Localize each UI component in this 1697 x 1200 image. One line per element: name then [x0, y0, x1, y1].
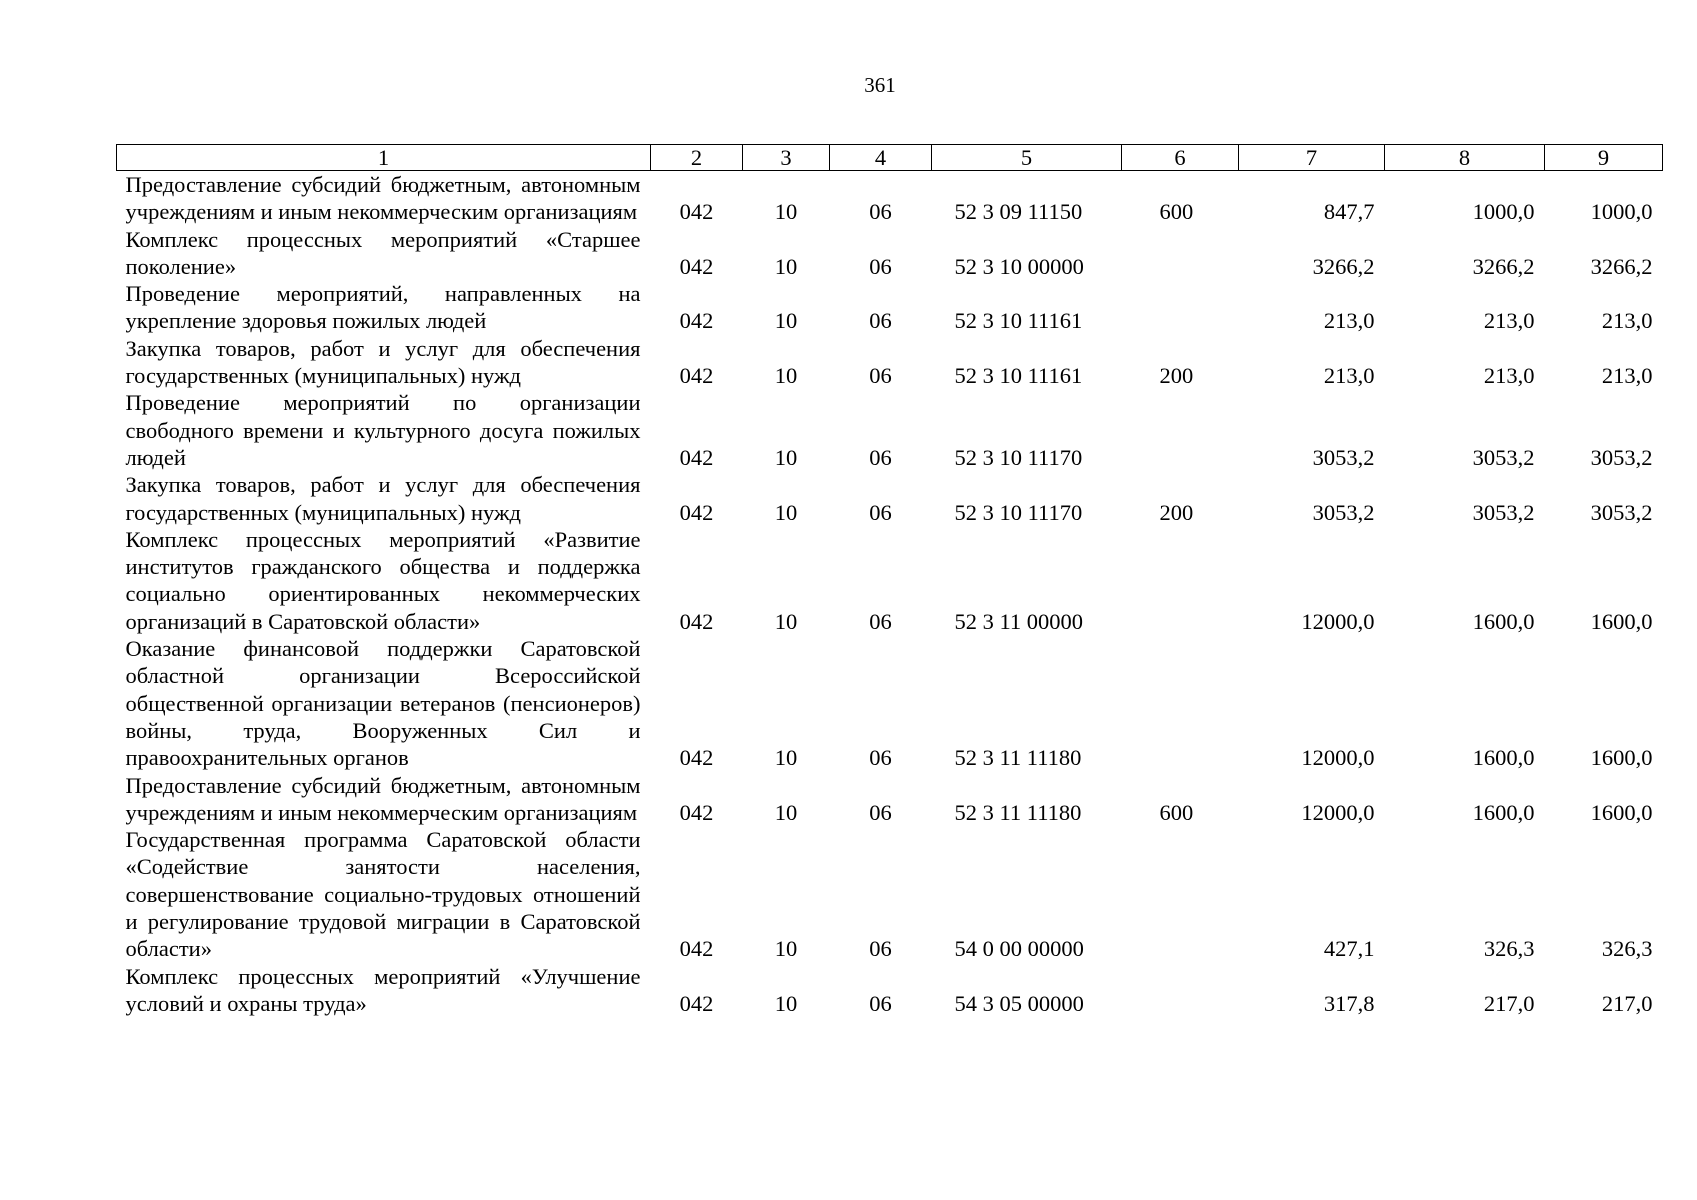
amount-col-8: 1600,0 — [1472, 608, 1535, 634]
ministry-code: 042 — [679, 936, 714, 962]
target-article-code: 52 3 10 11170 — [954, 499, 1083, 525]
table-row — [117, 772, 1663, 827]
table-row — [117, 335, 1663, 390]
expense-type-code — [1122, 826, 1239, 962]
amount-col-7: 847,7 — [1323, 199, 1375, 225]
ministry-code: 042 — [679, 363, 714, 389]
table-row — [117, 526, 1663, 635]
amount-col-7: 12000,0 — [1301, 608, 1375, 634]
amount-col-8: 326,3 — [1483, 936, 1535, 962]
row-description: Комплекс процессных мероприятий «Старшее поколение» — [125, 226, 641, 279]
column-header-1: 1 — [117, 145, 651, 171]
row-description: Комплекс процессных мероприятий «Развитие институтов гражданского общества и поддержка социально ориентированных некоммерческих организаций в Саратовской области» — [125, 526, 641, 634]
ministry-code: 042 — [679, 745, 714, 771]
table-row — [117, 635, 1663, 771]
amount-col-9: 213,0 — [1601, 363, 1653, 389]
column-header-2: 2 — [651, 145, 743, 171]
subsection-code: 06 — [869, 745, 892, 771]
amount-col-9: 1600,0 — [1590, 745, 1653, 771]
row-description: Государственная программа Саратовской области «Содействие занятости населения, совершенствование социально-трудовых отношений и регулирование трудовой миграции в Саратовской области» — [125, 827, 641, 962]
target-article-code: 52 3 10 11161 — [954, 363, 1083, 389]
column-header-5: 5 — [932, 145, 1122, 171]
amount-col-8: 213,0 — [1483, 308, 1535, 334]
column-header-7: 7 — [1239, 145, 1385, 171]
amount-col-7: 3266,2 — [1312, 253, 1375, 279]
ministry-code: 042 — [679, 990, 714, 1016]
amount-col-9: 1000,0 — [1590, 199, 1653, 225]
target-article-code: 52 3 11 00000 — [954, 608, 1084, 634]
row-description: Предоставление субсидий бюджетным, автономным учреждениям и иным некоммерческим организациям — [125, 172, 641, 225]
section-code: 10 — [774, 363, 798, 389]
subsection-code: 06 — [869, 936, 892, 962]
ministry-code: 042 — [679, 308, 714, 334]
amount-col-8: 1600,0 — [1472, 799, 1535, 825]
section-code: 10 — [774, 990, 798, 1016]
column-number-row — [117, 145, 1663, 171]
row-description: Предоставление субсидий бюджетным, автономным учреждениям и иным некоммерческим организациям — [125, 772, 641, 825]
section-code: 10 — [774, 308, 798, 334]
target-article-code: 52 3 09 11150 — [954, 199, 1083, 225]
section-code: 10 — [774, 936, 798, 962]
row-description: Оказание финансовой поддержки Саратовской областной организации Всероссийской общественной организации ветеранов (пенсионеров) войны, труда, Вооруженных Сил и правоохранительных органов — [125, 636, 641, 771]
row-description: Закупка товаров, работ и услуг для обеспечения государственных (муниципальных) нужд — [125, 335, 641, 389]
section-code: 10 — [774, 608, 798, 634]
column-header-9: 9 — [1545, 145, 1663, 171]
section-code: 10 — [774, 253, 798, 279]
column-header-8: 8 — [1385, 145, 1545, 171]
subsection-code: 06 — [869, 363, 892, 389]
target-article-code: 52 3 11 11180 — [954, 745, 1082, 771]
table-row — [117, 171, 1663, 226]
budget-table — [116, 144, 1663, 1017]
table-row — [117, 280, 1663, 335]
amount-col-8: 1000,0 — [1472, 199, 1535, 225]
subsection-code: 06 — [869, 608, 892, 634]
subsection-code: 06 — [869, 444, 892, 470]
table-row — [117, 963, 1663, 1018]
expense-type-code: 200 — [1159, 363, 1194, 389]
target-article-code: 54 0 00 00000 — [954, 936, 1084, 962]
expense-type-code — [1122, 226, 1239, 281]
target-article-code: 52 3 10 00000 — [954, 253, 1084, 279]
amount-col-9: 213,0 — [1601, 308, 1653, 334]
ministry-code: 042 — [679, 499, 714, 525]
section-code: 10 — [774, 745, 798, 771]
amount-col-7: 213,0 — [1323, 363, 1375, 389]
column-header-3: 3 — [743, 145, 830, 171]
expense-type-code: 600 — [1159, 799, 1194, 825]
target-article-code: 52 3 11 11180 — [954, 799, 1082, 825]
amount-col-8: 3053,2 — [1472, 444, 1535, 470]
amount-col-7: 12000,0 — [1301, 799, 1375, 825]
amount-col-9: 217,0 — [1601, 990, 1653, 1016]
amount-col-8: 217,0 — [1483, 990, 1535, 1016]
target-article-code: 52 3 10 11170 — [954, 444, 1083, 470]
subsection-code: 06 — [869, 253, 892, 279]
expense-type-code — [1122, 280, 1239, 335]
table-row — [117, 226, 1663, 281]
subsection-code: 06 — [869, 199, 892, 225]
section-code: 10 — [774, 199, 798, 225]
amount-col-7: 427,1 — [1323, 936, 1375, 962]
subsection-code: 06 — [869, 799, 892, 825]
amount-col-9: 1600,0 — [1590, 608, 1653, 634]
amount-col-8: 1600,0 — [1472, 745, 1535, 771]
row-description: Закупка товаров, работ и услуг для обеспечения государственных (муниципальных) нужд — [125, 472, 641, 525]
ministry-code: 042 — [679, 199, 714, 225]
amount-col-9: 3053,2 — [1590, 499, 1653, 525]
table-row — [117, 471, 1663, 526]
column-header-6: 6 — [1122, 145, 1239, 171]
column-header-4: 4 — [830, 145, 932, 171]
section-code: 10 — [774, 444, 798, 470]
expense-type-code — [1122, 389, 1239, 471]
expense-type-code: 200 — [1159, 499, 1194, 525]
expense-type-code: 600 — [1159, 199, 1194, 225]
amount-col-9: 326,3 — [1601, 936, 1653, 962]
expense-type-code — [1122, 526, 1239, 635]
subsection-code: 06 — [869, 308, 892, 334]
ministry-code: 042 — [679, 608, 714, 634]
target-article-code: 52 3 10 11161 — [954, 308, 1083, 334]
amount-col-7: 213,0 — [1323, 308, 1375, 334]
amount-col-8: 3053,2 — [1472, 499, 1535, 525]
target-article-code: 54 3 05 00000 — [954, 990, 1084, 1016]
section-code: 10 — [774, 499, 798, 525]
amount-col-8: 213,0 — [1483, 363, 1535, 389]
amount-col-7: 3053,2 — [1312, 499, 1375, 525]
amount-col-9: 3266,2 — [1590, 253, 1653, 279]
section-code: 10 — [774, 799, 798, 825]
table-row — [117, 826, 1663, 962]
ministry-code: 042 — [679, 253, 714, 279]
amount-col-9: 1600,0 — [1590, 799, 1653, 825]
ministry-code: 042 — [679, 444, 714, 470]
page-number: 361 — [864, 73, 896, 97]
row-description: Комплекс процессных мероприятий «Улучшение условий и охраны труда» — [125, 963, 641, 1016]
ministry-code: 042 — [679, 799, 714, 825]
expense-type-code — [1122, 963, 1239, 1018]
amount-col-7: 12000,0 — [1301, 745, 1375, 771]
row-description: Проведение мероприятий по организации свободного времени и культурного досуга пожилых людей — [125, 390, 641, 470]
expense-type-code — [1122, 635, 1239, 771]
amount-col-8: 3266,2 — [1472, 253, 1535, 279]
table-row — [117, 389, 1663, 471]
subsection-code: 06 — [869, 499, 892, 525]
amount-col-7: 317,8 — [1323, 990, 1375, 1016]
row-description: Проведение мероприятий, направленных на укрепление здоровья пожилых людей — [125, 281, 641, 334]
amount-col-9: 3053,2 — [1590, 444, 1653, 470]
amount-col-7: 3053,2 — [1312, 444, 1375, 470]
subsection-code: 06 — [869, 990, 892, 1016]
